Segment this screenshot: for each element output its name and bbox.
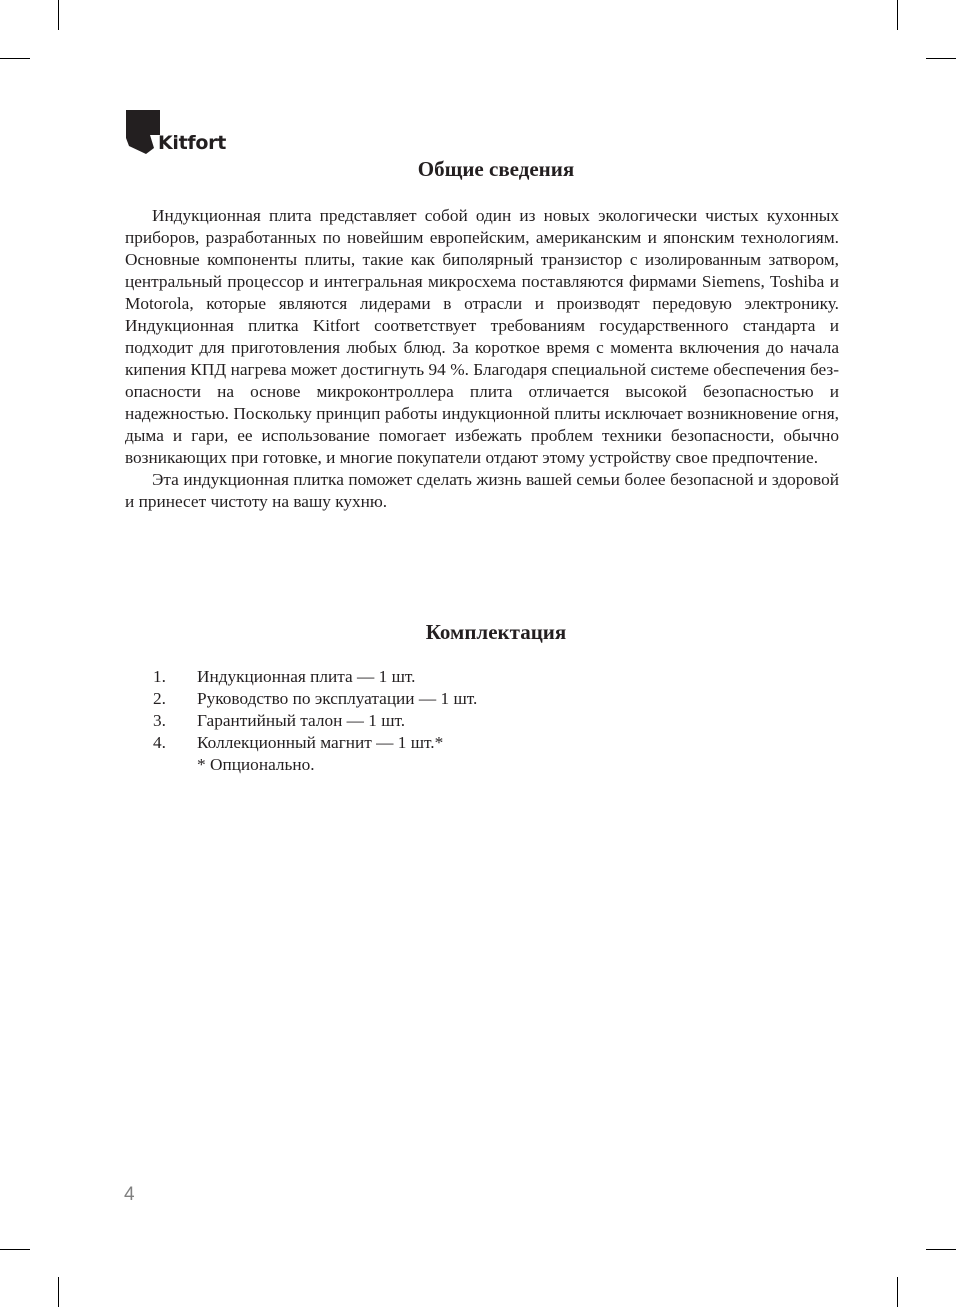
- list-item: [153, 688, 477, 710]
- list-item: [153, 666, 477, 688]
- list-item: [153, 732, 477, 754]
- list-item-number: 4.: [153, 733, 166, 752]
- crop-mark-bottom-right-v: [897, 1277, 898, 1307]
- kitfort-logo-icon: [126, 110, 160, 154]
- crop-mark-top-left-h: [0, 58, 30, 59]
- crop-mark-bottom-left-h: [0, 1249, 30, 1250]
- list-item-text: Коллекционный магнит — 1 шт.*: [197, 733, 444, 752]
- list-item-number: 1.: [153, 667, 166, 686]
- list-item-number: 2.: [153, 689, 166, 708]
- brand-name: Kitfort: [158, 132, 226, 154]
- crop-mark-bottom-left-v: [58, 1277, 59, 1307]
- brand-logo: [126, 110, 226, 160]
- crop-mark-top-right-v: [897, 0, 898, 30]
- list-item-text: Индукционная плита — 1 шт.: [197, 667, 416, 686]
- crop-mark-top-right-h: [926, 58, 956, 59]
- crop-mark-bottom-right-h: [926, 1249, 956, 1250]
- paragraph: Индукционная плита представляет собой один из новых экологически чистых кухонных приборов, разработанных по новейшим европейским, американским и японским технологиям. Основные компоненты плиты, такие как биполярный транзистор с изолированным затвором, центральный процессор и интегральная микросхема поставляются фирмами Siemens, Toshiba и Motorola, которые являются лидерами в отрасли и производят передовую электронику. Индукционная плитка Kitfort соответствует требованиям государственного стандарта и подходит для приготовления любых блюд. За короткое время с момента включения до начала кипения КПД нагрева может достигнуть 94 %. Благодаря специальной системе обеспечения безопасности на основе микроконтроллера плита отличается высокой безопасностью и надежностью. Поскольку принцип работы индукционной плиты исключает возникновение огня, дыма и гари, ее использование помогает избежать проблем техники безопасности, обычно возникающих при готовке, и многие покупатели отдают этому устройству свое предпочтение.: [125, 206, 839, 467]
- section-title-contents: Комплектация: [425, 620, 567, 644]
- section-title-general: Общие сведения: [417, 157, 575, 181]
- footnote: * Опционально.: [197, 755, 315, 774]
- paragraph: Эта индукционная плитка поможет сделать жизнь вашей семьи более безопасной и здоровой и принесет чистоту на вашу кухню.: [125, 470, 839, 511]
- list-item-number: 3.: [153, 711, 166, 730]
- crop-mark-top-left-v: [58, 0, 59, 30]
- contents-list: [153, 666, 477, 776]
- list-item-text: Гарантийный талон — 1 шт.: [197, 711, 406, 730]
- general-body: [125, 205, 839, 513]
- list-item: [153, 710, 477, 732]
- page-number: 4: [124, 1184, 135, 1205]
- list-item-text: Руководство по эксплуатации — 1 шт.: [197, 689, 478, 708]
